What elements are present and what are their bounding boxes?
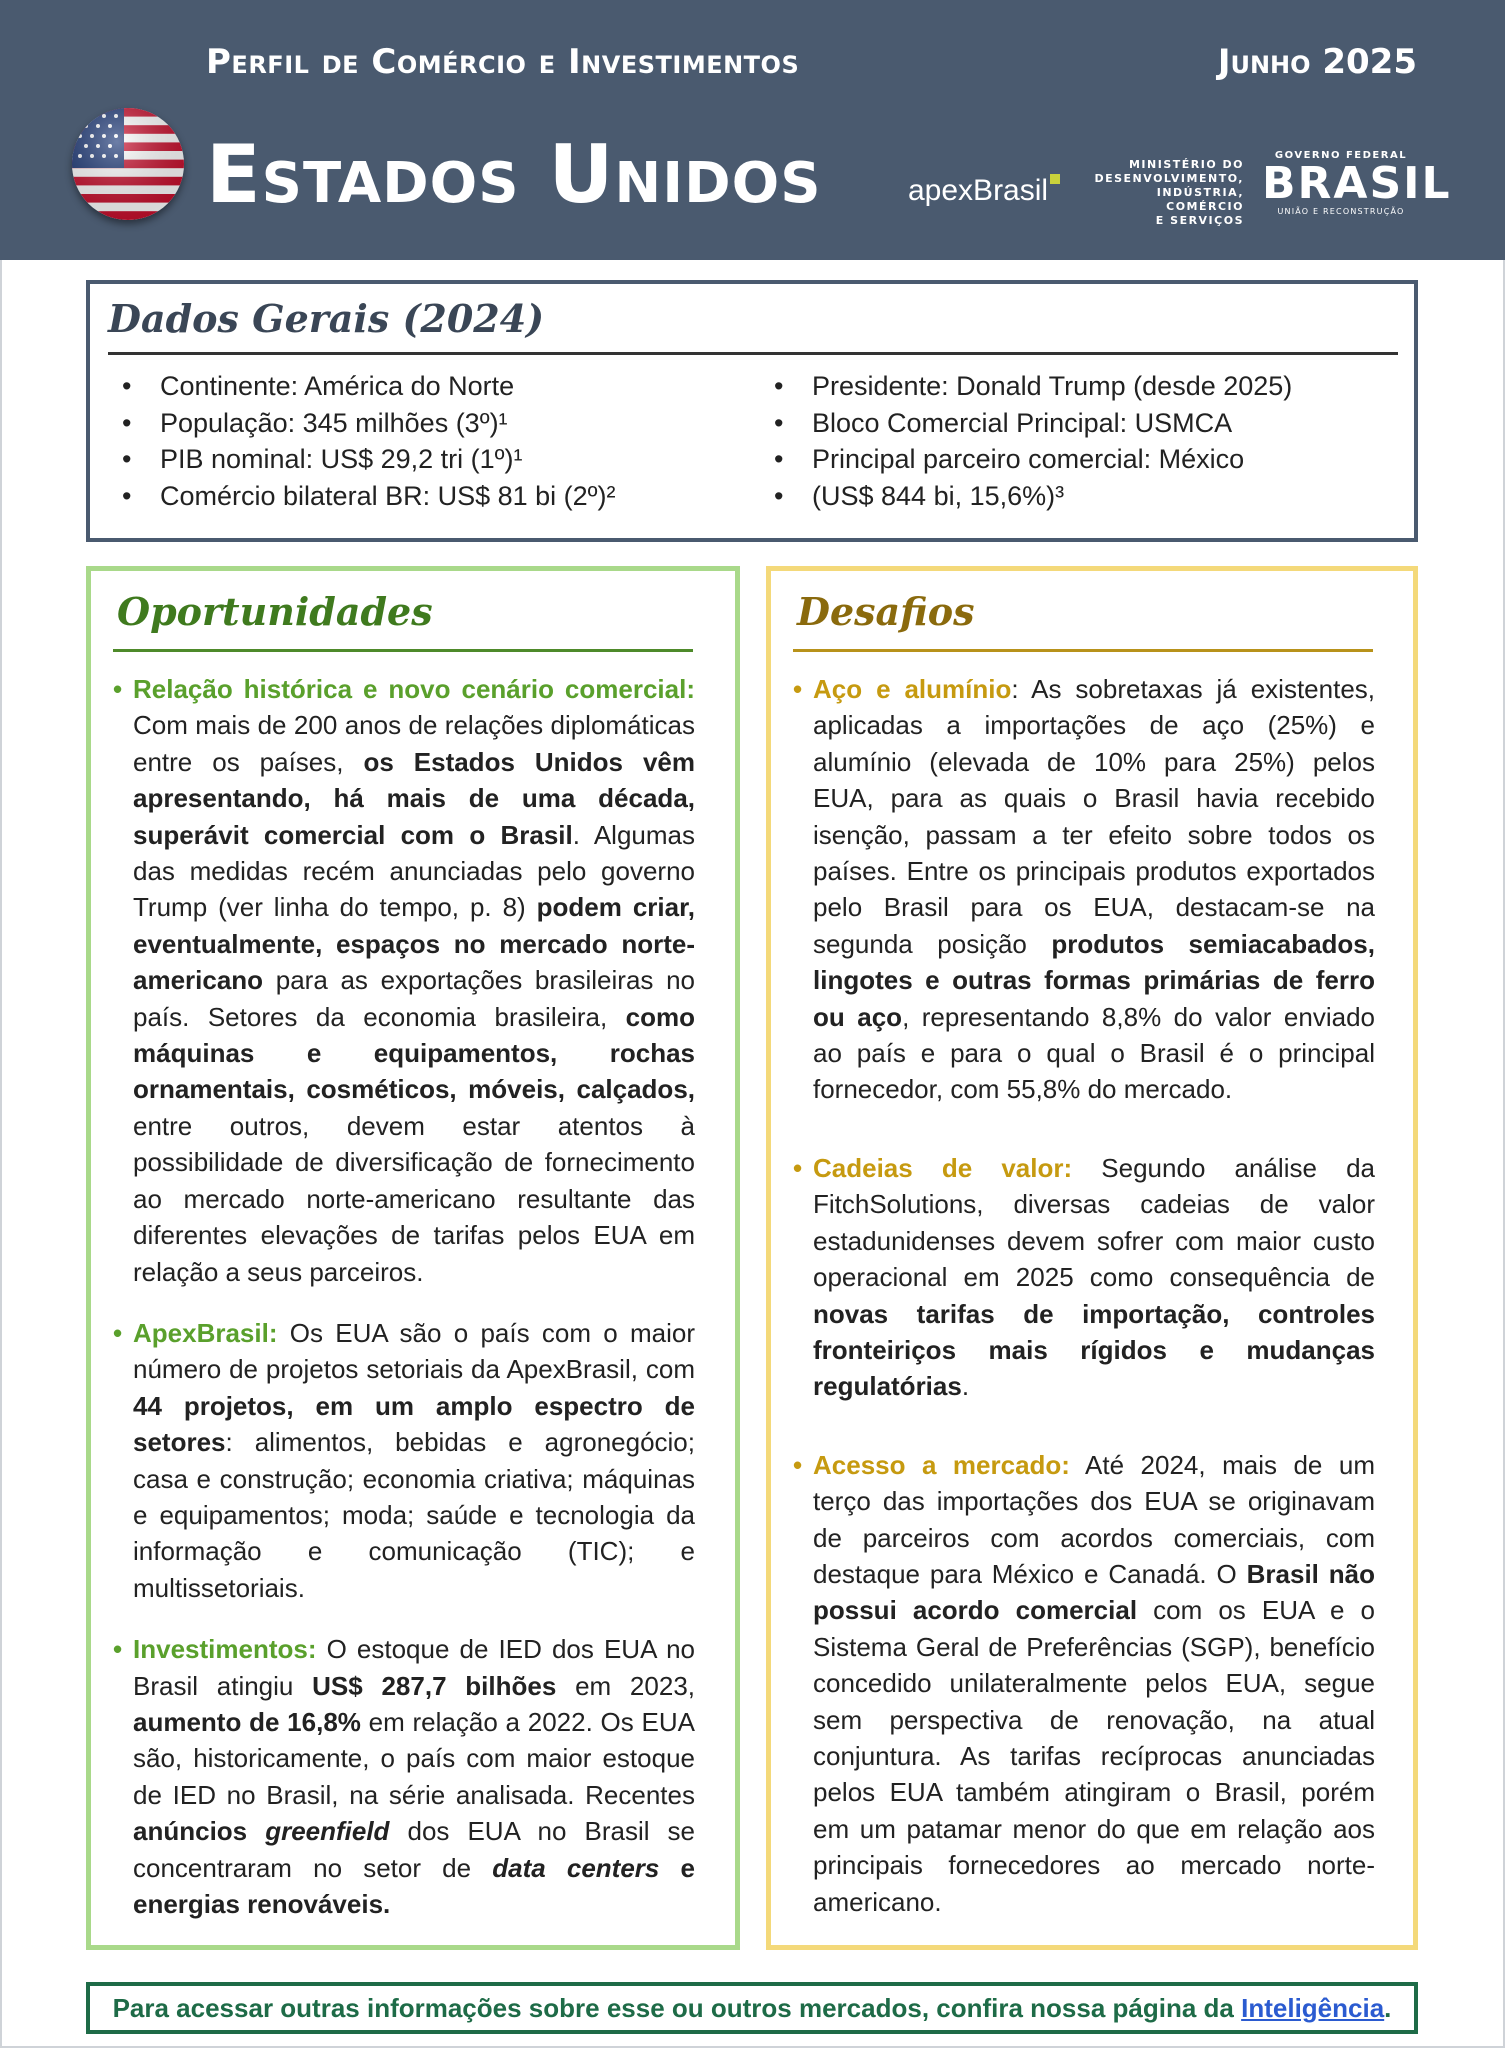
general-data-right-list bbox=[770, 368, 1390, 514]
bullet-item-text: : alimentos, bebidas e agronegócio; casa e construção; economia criativa; máquinas e equipamentos; moda; saúde e tecnologia da informação e comunicação (TIC); e multissetoriais. bbox=[133, 1427, 695, 1603]
bullet-item-text: Até 2024, mais de um terço das importações dos EUA se originavam de parceiros com acordos comerciais, com destaque para México e Canadá. O bbox=[813, 1449, 1375, 1589]
bullet-item bbox=[793, 1150, 1375, 1405]
bullet-item-text: em 2023, bbox=[556, 1670, 695, 1701]
bullet-item-text: novas tarifas de importação, controles fronteiriços mais rígidos e mudanças regulatórias bbox=[813, 1298, 1375, 1402]
footer-end: . bbox=[1384, 1993, 1392, 2023]
item-gap bbox=[113, 1290, 695, 1315]
bullet-item-text: Com mais de 200 anos de relações diplomáticas entre os países, bbox=[133, 710, 695, 777]
general-data-item: • Continente: América do Norte bbox=[118, 368, 738, 405]
general-data-left-list bbox=[118, 368, 738, 514]
bullet-item bbox=[113, 1631, 695, 1922]
opportunities-box bbox=[86, 566, 740, 1950]
bullet-item-title: ApexBrasil: bbox=[133, 1317, 278, 1348]
bullet-item-text: US$ 287,7 bilhões bbox=[312, 1670, 557, 1701]
general-data-item: • Principal parceiro comercial: México bbox=[770, 441, 1390, 478]
mdic-line: MINISTÉRIO DO bbox=[1128, 158, 1244, 171]
bullet-icon: • bbox=[113, 1634, 123, 1665]
bullet-item-text: greenfield bbox=[265, 1816, 390, 1847]
bullet-icon: • bbox=[793, 1152, 803, 1183]
general-data-rule bbox=[108, 352, 1398, 355]
bullet-item bbox=[793, 671, 1375, 1108]
challenges-box bbox=[766, 566, 1418, 1950]
mdic-line: DESENVOLVIMENTO, bbox=[1094, 172, 1244, 185]
governo-federal-logo bbox=[1262, 150, 1452, 216]
general-data-item: • Bloco Comercial Principal: USMCA bbox=[770, 405, 1390, 442]
inteligencia-link[interactable]: Inteligência bbox=[1241, 1993, 1385, 2023]
footer-banner bbox=[86, 1982, 1418, 2034]
bullet-item-text: : As sobretaxas já existentes, aplicadas a importações de aço (25%) e alumínio (elevada de 10% para 25%) pelos EUA, para as quais o Brasil havia recebido isenção, passam a ter efeito sobre todos os países. Entre os principais produtos exportados pelo Brasil para os EUA, destacam-se na segunda posição bbox=[813, 674, 1376, 959]
bullet-item-text: para as exportações brasileiras no país. Setores da economia brasileira, bbox=[133, 965, 695, 1032]
item-gap bbox=[793, 1405, 1375, 1447]
apexbrasil-mark-icon bbox=[1050, 174, 1060, 184]
bullet-item-text: . bbox=[961, 1371, 970, 1402]
apexbrasil-logo-text: apexBrasil bbox=[908, 174, 1049, 207]
bullet-icon: • bbox=[793, 1449, 803, 1480]
gov-logo-top: GOVERNO FEDERAL bbox=[1274, 150, 1408, 161]
opportunities-list bbox=[113, 671, 695, 1922]
gov-logo-main: BRASIL bbox=[1262, 158, 1452, 209]
item-gap bbox=[793, 1108, 1375, 1150]
opportunities-heading: Oportunidades bbox=[117, 589, 433, 634]
general-data-item-continuation: • (US$ 844 bi, 15,6%)³ bbox=[770, 478, 1390, 515]
bullet-item-text: entre outros, devem estar atentos à possibilidade de diversificação de fornecimento ao mercado norte-americano resultante das diferentes elevações de tarifas pelos EUA em relação a seus parceiros. bbox=[133, 1110, 695, 1287]
bullet-item-title: Cadeias de valor: bbox=[813, 1152, 1073, 1183]
bullet-item-text: 44 projetos, em um amplo espectro de setores bbox=[133, 1390, 695, 1458]
mdic-line: INDÚSTRIA, COMÉRCIO bbox=[1156, 186, 1244, 213]
bullet-item-text: Segundo análise da FitchSolutions, diversas cadeias de valor estadunidenses devem sofrer com maior custo operacional em 2025 como consequência de bbox=[813, 1152, 1375, 1293]
gov-logo-sub: UNIÃO E RECONSTRUÇÃO bbox=[1277, 207, 1405, 216]
bullet-item bbox=[793, 1447, 1375, 1920]
bullet-item-text: dos EUA no Brasil se concentraram no setor de bbox=[133, 1816, 695, 1883]
bullet-item-text: com os EUA e o Sistema Geral de Preferências (SGP), benefício concedido unilateralmente pelos EUA, segue sem perspectiva de renovação, na atual conjuntura. As tarifas recíprocas anunciadas pelos EUA também atingiram o Brasil, porém em um patamar menor do que em relação aos principais fornecedores ao mercado norte-americano. bbox=[813, 1595, 1375, 1917]
bullet-item-title: Relação histórica e novo cenário comercial: bbox=[133, 674, 695, 704]
us-flag-icon bbox=[72, 108, 184, 220]
apexbrasil-logo bbox=[908, 174, 1060, 208]
bullet-item-text: e energias renováveis. bbox=[133, 1852, 695, 1919]
bullet-item-text: O estoque de IED dos EUA no Brasil atingiu bbox=[133, 1634, 695, 1701]
bullet-item-text: podem criar, eventualmente, espaços no mercado norte-americano bbox=[133, 892, 695, 996]
general-data-box bbox=[86, 280, 1418, 542]
bullet-item-text: em relação a 2022. Os EUA são, historicamente, o país com maior estoque de IED no Brasil, na série analisada. Recentes bbox=[133, 1706, 695, 1810]
bullet-item-text: os Estados Unidos vêm apresentando, há mais de uma década, superávit comercial com o Brasil bbox=[133, 746, 695, 850]
document-date: Junho 2025 bbox=[1217, 42, 1417, 82]
general-data-item: • PIB nominal: US$ 29,2 tri (1º)¹ bbox=[118, 441, 738, 478]
bullet-icon: • bbox=[793, 674, 803, 704]
bullet-item-text: data centers bbox=[492, 1852, 660, 1883]
bullet-item bbox=[113, 671, 695, 1290]
page-header bbox=[0, 0, 1505, 260]
mdic-line: E SERVIÇOS bbox=[1155, 214, 1244, 227]
bullet-icon: • bbox=[113, 674, 123, 704]
bullet-item-text: . Algumas das medidas recém anunciadas pelo governo Trump (ver linha do tempo, p. 8) bbox=[133, 819, 695, 923]
bullet-item bbox=[113, 1315, 695, 1606]
bullet-icon: • bbox=[113, 1317, 123, 1348]
challenges-heading: Desafios bbox=[797, 589, 975, 634]
mdic-logo bbox=[1080, 158, 1244, 228]
bullet-item-text: , representando 8,8% do valor enviado ao país e para o qual o Brasil é o principal fornecedor, com 55,8% do mercado. bbox=[813, 1001, 1375, 1105]
document-title: Perfil de Comércio e Investimentos bbox=[206, 42, 800, 82]
bullet-item-text: produtos semiacabados, lingotes e outras formas primárias de ferro ou aço bbox=[813, 928, 1375, 1032]
bullet-item-text: anúncios bbox=[133, 1816, 266, 1847]
bullet-item-text: como máquinas e equipamentos, rochas ornamentais, cosméticos, móveis, calçados, bbox=[133, 1001, 695, 1105]
bullet-item-text: Brasil não possui acordo comercial bbox=[813, 1558, 1376, 1626]
bullet-item-title: Aço e alumínio bbox=[813, 674, 1012, 704]
item-gap bbox=[113, 1606, 695, 1631]
footer-text: Para acessar outras informações sobre esse ou outros mercados, confira nossa página da bbox=[112, 1993, 1242, 2023]
bullet-item-title: Acesso a mercado: bbox=[813, 1449, 1070, 1480]
bullet-item-text: Os EUA são o país com o maior número de projetos setoriais da ApexBrasil, com bbox=[133, 1317, 695, 1385]
opportunities-rule bbox=[113, 649, 693, 652]
challenges-rule bbox=[793, 649, 1373, 652]
general-data-item: • Comércio bilateral BR: US$ 81 bi (2º)² bbox=[118, 478, 738, 515]
challenges-list bbox=[793, 671, 1375, 1920]
country-name: Estados Unidos bbox=[206, 128, 822, 221]
general-data-heading: Dados Gerais (2024) bbox=[108, 296, 545, 341]
general-data-item: • Presidente: Donald Trump (desde 2025) bbox=[770, 368, 1390, 405]
bullet-item-title: Investimentos: bbox=[133, 1634, 317, 1665]
general-data-item: • População: 345 milhões (3º)¹ bbox=[118, 405, 738, 442]
bullet-item-text: aumento de 16,8% bbox=[133, 1706, 361, 1737]
